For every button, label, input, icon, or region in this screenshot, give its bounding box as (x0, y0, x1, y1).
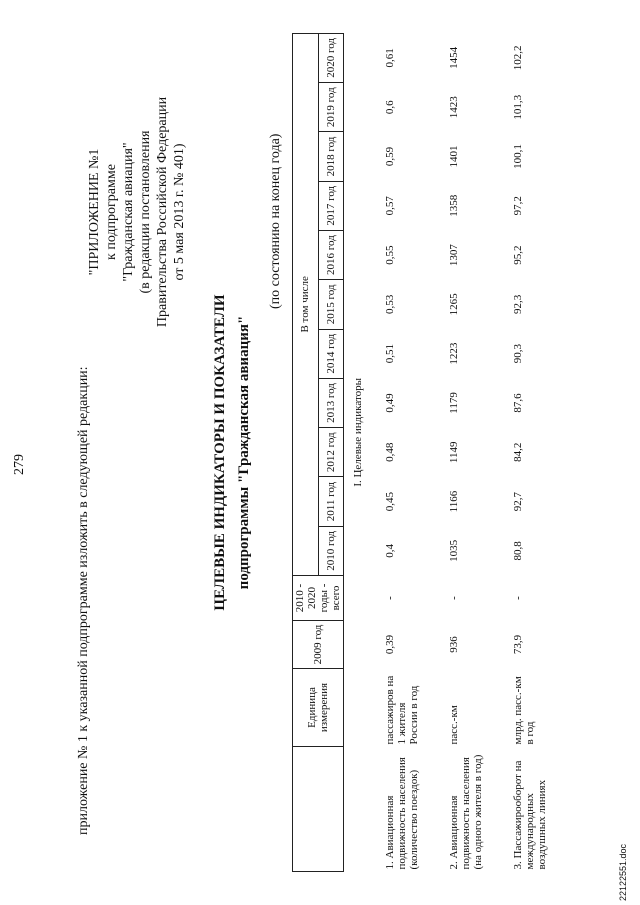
header-2009: 2009 год (293, 621, 344, 669)
value-total: - (384, 596, 396, 600)
value-2009: 73,9 (512, 634, 524, 655)
indicator-name: 3. Пассажирооборот на международных воздушных линиях (512, 760, 548, 870)
value-year: 1149 (448, 441, 460, 464)
indicator-unit: пасс.-км (448, 705, 460, 745)
header-year: 2015 год (318, 280, 344, 329)
header-year: 2019 год (318, 83, 344, 132)
value-year: 1265 (448, 293, 460, 316)
value-year: 92,3 (512, 294, 524, 314)
value-year: 1223 (448, 342, 460, 365)
value-year: 1358 (448, 194, 460, 217)
value-year: 80,8 (512, 541, 524, 561)
indicator-name: 1. Авиационная подвижность населения (количество поездок) (384, 757, 420, 870)
value-year: 100,1 (512, 144, 524, 169)
value-year: 95,2 (512, 245, 524, 265)
header-name-cell (293, 747, 344, 872)
value-year: 0,48 (384, 442, 396, 462)
indicator-unit: пассажиров на 1 жителя России в год (384, 675, 420, 745)
value-year: 1423 (448, 96, 460, 119)
indicators-table (292, 33, 562, 872)
value-year: 0,55 (384, 245, 396, 265)
header-unit: Единица измерения (293, 669, 344, 747)
value-year: 1166 (448, 490, 460, 513)
value-year: 0,59 (384, 146, 396, 167)
appendix-line: Правительства Российской Федерации (155, 96, 170, 328)
value-2009: 0,39 (384, 634, 396, 655)
table-row (370, 33, 434, 871)
value-year: 101,3 (512, 94, 524, 120)
appendix-line: "ПРИЛОЖЕНИЕ №1 (87, 148, 102, 276)
value-year: 0,6 (384, 100, 396, 115)
document-title: ЦЕЛЕВЫЕ ИНДИКАТОРЫ И ПОКАЗАТЕЛИ (212, 294, 228, 611)
value-year: 0,57 (384, 196, 396, 216)
value-year: 0,49 (384, 393, 396, 413)
table-row (434, 33, 498, 871)
value-year: 84,2 (512, 442, 524, 462)
value-total: - (512, 596, 524, 600)
value-year: 1454 (448, 46, 460, 69)
header-year: 2016 год (318, 230, 344, 279)
appendix-line: "Гражданская авиация" (121, 142, 136, 282)
value-year: 87,6 (512, 393, 524, 413)
appendix-line: к подпрограмме (104, 164, 119, 260)
appendix-header (86, 67, 188, 357)
table-header-row (293, 33, 319, 871)
header-total: 2010 - 2020 годы - всего (293, 576, 344, 621)
page-number: 279 (12, 454, 27, 475)
section-row (344, 33, 371, 871)
header-year: 2020 год (318, 33, 344, 82)
value-2009: 936 (448, 636, 460, 653)
value-year: 102,2 (512, 45, 524, 71)
value-year: 0,61 (384, 48, 396, 68)
header-year: 2018 год (318, 132, 344, 181)
document-subtitle: подпрограммы "Гражданская авиация" (236, 315, 252, 590)
appendix-line: от 5 мая 2013 г. № 401) (172, 143, 187, 281)
value-year: 90,3 (512, 344, 524, 364)
header-year: 2012 год (318, 428, 344, 477)
header-year: 2017 год (318, 181, 344, 230)
header-year: 2013 год (318, 378, 344, 427)
value-year: 97,2 (512, 196, 524, 216)
value-year: 1035 (448, 539, 460, 562)
intro-line: приложение № 1 к указанной подпрограмме изложить в следующей редакции: (76, 366, 91, 835)
header-year: 2011 год (318, 477, 344, 526)
header-year: 2010 год (318, 526, 344, 575)
header-year: 2014 год (318, 329, 344, 378)
indicator-unit: млрд. пасс.-км в год (512, 676, 536, 745)
value-year: 0,45 (384, 491, 396, 512)
table-row (498, 33, 562, 871)
value-year: 1307 (448, 244, 460, 267)
header-including: В том числе (293, 33, 319, 575)
value-year: 0,53 (384, 294, 396, 314)
value-total: - (448, 596, 460, 600)
indicator-name: 2. Авиационная подвижность населения (на одного жителя в год) (448, 754, 484, 870)
section-title: I. Целевые индикаторы (352, 378, 364, 487)
value-year: 1401 (448, 145, 460, 168)
appendix-line: (в редакции постановления (138, 130, 153, 294)
value-year: 0,51 (384, 344, 396, 364)
footer-file-code: 22122551.doc (618, 843, 628, 901)
value-year: 92,7 (512, 491, 524, 512)
value-year: 1179 (448, 392, 460, 414)
as-of-note: (по состоянию на конец года) (268, 133, 283, 309)
value-year: 0,4 (384, 543, 396, 558)
